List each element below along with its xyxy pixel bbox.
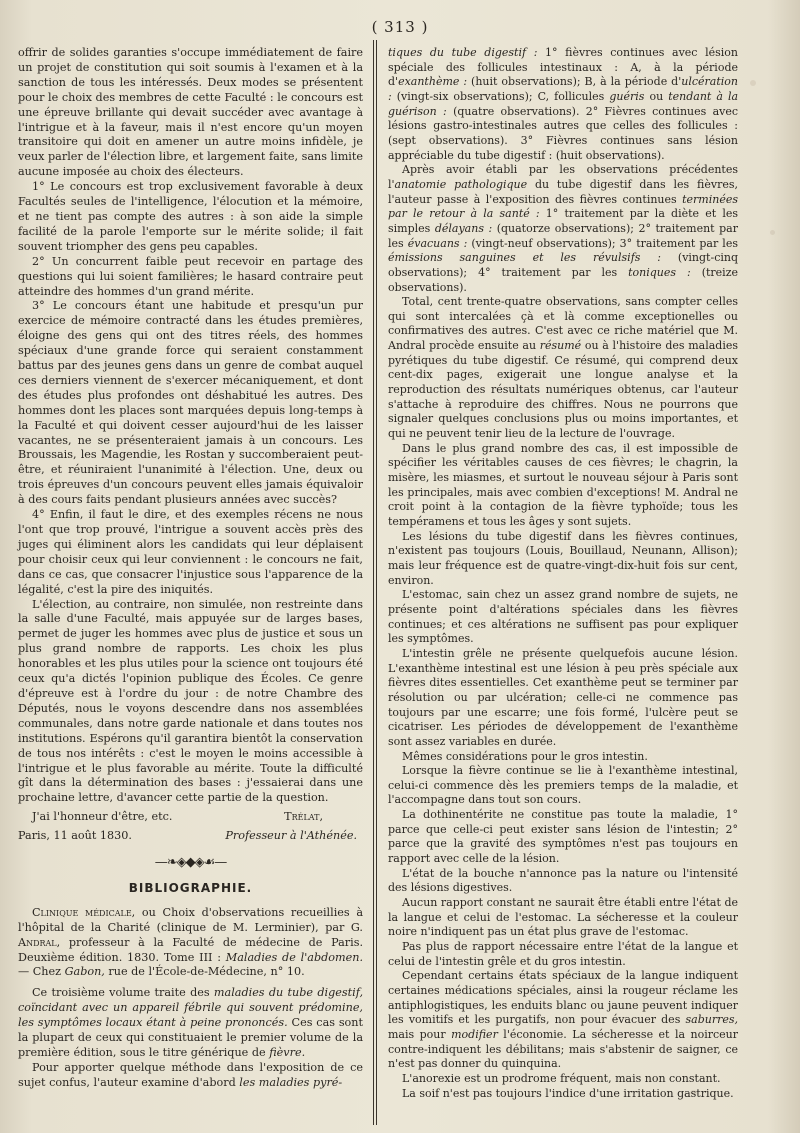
text-run-italic: tendant à la guérison : <box>388 89 739 118</box>
text-run: Après avoir établi par les observations précédentes l' <box>388 163 738 191</box>
text-run-italic: anatomie pathologique <box>394 177 528 191</box>
text-run: (quatorze observations); 2° traitement par les <box>388 221 738 250</box>
right-column <box>388 46 738 1101</box>
paragraph: Lorsque la fièvre continue se lie à l'exanthème intestinal, celui-ci commence dès les premiers temps de la maladie, et l'accompagne dans tout son cours. <box>388 764 738 807</box>
text-run: (vingt-cinq observations); 4° traitement par les <box>388 251 738 279</box>
text-run-italic: évacuans : <box>407 236 468 250</box>
text-run: Ces cas sont la plupart de ceux qui constituaient le premier volume de la première édition, sous le titre générique de <box>18 1016 363 1059</box>
sign-place-date: Paris, 11 août 1830. <box>18 829 132 843</box>
paragraph: Aucun rapport constant ne saurait être établi entre l'état de la langue et celui de l'estomac. La sécheresse et la couleur noire n'indiquent pas un état plus grave de l'estomac. <box>388 896 738 939</box>
paragraph: Dans le plus grand nombre des cas, il est impossible de spécifier les véritables causes de ces fièvres; le chagrin, la misère, les miasmes, et surtout le nouveau séjour à Paris sont les principales, mais avec combien d'exceptions! M. Andral ne croit point à la contagion de la fièvre typhoïde; tous les tempéramens et tous les âges y sont sujets. <box>388 441 738 528</box>
paragraph: Les lésions du tube digestif dans les fièvres continues, n'existent pas toujours (Louis, Bouillaud, Neunann, Allison); mais leur fréquence est de quatre-vingt-dix-huit fois sur cent, environ. <box>388 529 738 587</box>
text-run-italic: maladies du tube digestif, coïncidant avec un appareil fébrile qui souvent prédomine, les symptômes locaux étant à peine prononcés. <box>18 986 363 1030</box>
paragraph: Mêmes considérations pour le gros intestin. <box>402 749 648 763</box>
author-title: Professeur à l'Athénée. <box>225 829 357 843</box>
text-run-italic: délayans : <box>434 221 493 235</box>
text-run-italic: fièvre. <box>269 1046 306 1059</box>
text-run: du tube digestif dans les fièvres, l'auteur passe à l'exposition des fièvres continues <box>388 177 738 206</box>
page-number: ( 313 ) <box>371 18 429 36</box>
text-run-italic: toniques : <box>628 265 691 279</box>
paragraph: L'anorexie est un prodrome fréquent, mais non constant. <box>402 1071 721 1085</box>
column-divider <box>376 40 377 1125</box>
paragraph: 3° Le concours étant une habitude et presqu'un pur exercice de mémoire contracté dans les études premières, éloigne des gens qui ont des titres réels, des hommes spéciaux d'une grande force qui seraient constamment battus par des jeunes gens dans un genre de combat auquel ces derniers viennent de s'exercer mécaniquement, et dont des études plus profondes ont déshabitué les autres. Des hommes dont les places sont marquées depuis long-temps à la Faculté et qui doivent cesser aujourd'hui de les laisser vacantes, ne se présenteraient jamais à un concours. Les Broussais, les Magendie, les Rostan y succomberaient peut-être, et réuniraient l'unanimité à l'élection. Une, deux ou trois épreuves d'un concours peuvent elles jamais équivaloir à des cours faits pendant plusieurs années avec succès? <box>18 299 363 507</box>
paragraph <box>388 295 738 442</box>
text-run: mais pour <box>388 1027 452 1041</box>
text-run: (quatre observations). 2° Fièvres continues avec lésions gastro-intestinales autres que celles des follicules : (sept observations). 3° Fièvres continues sans lésion appréciable du tube digestif : (huit observations). <box>388 104 739 162</box>
text-run: (vingt-neuf observations); 3° traitement par les <box>467 236 738 250</box>
paragraph: L'estomac, sain chez un assez grand nombre de sujets, ne présente point d'altérations spéciales dans les fièvres continues; et ces altérations ne suffisent pas pour expliquer les symptômes. <box>388 588 738 646</box>
paragraph: 2° Un concurrent faible peut recevoir en partage des questions qui lui soient familières; le hasard contraire peut atteindre des hommes d'un grand mérite. <box>18 254 363 298</box>
paragraph: La dothinentérite ne constitue pas toute la maladie, 1° parce que celle-ci peut exister sans lésion de l'intestin; 2° parce que la gravité des symptômes n'est pas toujours en rapport avec celle de la lésion. <box>388 808 738 866</box>
text-run-italic: émissions sanguines et les révulsifs : <box>388 251 662 265</box>
text-run-italic: terminées par le retour à la santé : <box>388 192 738 221</box>
text-run: 1° traitement par la diète et les simples <box>388 207 738 235</box>
ref-text: rue de l'École-de-Médecine, n° 10. <box>104 965 305 979</box>
paragraph: offrir de solides garanties s'occupe immédiatement de faire un projet de constitution qui soit soumis à l'examen et à la sanction de tous les intéressés. Deux modes se présentent pour le choix des membres de cette Faculté : le concours est une épreuve brillante qui devait succéder avec avantage à l'intrigue et à la faveur, mais il n'est encore qu'un moyen transitoire qui doit en amener un autre moins infidèle, je veux parler de l'élection libre, et largement faite, sans limite aucune imposée au choix des électeurs. <box>18 46 363 179</box>
ref-text: ou Choix d'observations recueillies à l'hôpital de la Charité (clinique de M. Lerminier), par <box>18 905 363 934</box>
text-run-italic: guéris <box>609 89 645 103</box>
text-run: Cependant certains états spéciaux de la langue indiquent certaines médications spéciales, ainsi la rougeur réclame les antiphlogistiques, les enduits blanc ou jaune peuvent indiquer les vomitifs et les purgatifs, non pour évacuer des <box>388 969 738 1027</box>
paragraph: L'état de la bouche n'annonce pas la nature ou l'intensité des lésions digestives. <box>388 866 738 895</box>
text-run-italic: les maladies pyré- <box>239 1075 343 1089</box>
text-run: l'économie. La sécheresse et la noirceur contre-indiquent les débilitans; mais s'abstenir de saigner, ce n'est pas donner du quinquina. <box>388 1027 738 1071</box>
text-run-italic: saburres, <box>685 1013 738 1027</box>
text-run-italic: résumé <box>539 339 582 353</box>
ornament-divider: —❧◈◆◈☙— <box>154 855 227 871</box>
section-heading: BIBLIOGRAPHIE. <box>128 880 253 895</box>
paragraph: 4° Enfin, il faut le dire, et des exemples récens ne nous l'ont que trop prouvé, l'intrigue a souvent accès près des juges qui éliminent alors les candidats qui leur déplaisent pour choisir ceux qui leur conviennent : le concours ne fait, dans ce cas, que consacrer l'injustice sous l'apparence de la légalité, c'est la pire des iniquités. <box>18 508 363 596</box>
text-run: ou <box>644 89 669 103</box>
text-run: 1° fièvres continues avec lésion spéciale des follicules intestinaux : A, à la période d' <box>388 46 739 89</box>
text-run: (huit observations); B, à la période d' <box>467 75 682 89</box>
paper-stain <box>750 80 756 86</box>
paragraph <box>388 46 738 163</box>
text-run-italic: modifier <box>451 1027 498 1041</box>
sign-greeting: J'ai l'honneur d'être, etc. <box>32 810 173 824</box>
signature-line-1 <box>18 810 363 825</box>
ref-author: G. Andral, <box>18 920 363 949</box>
paragraph <box>18 986 363 1061</box>
signature-line-2 <box>18 829 363 844</box>
text-run: Ce troisième volume traite des <box>32 986 214 1000</box>
text-run: Pour apporter quelque méthode dans l'exposition de ce sujet confus, l'auteur examine d'abord <box>18 1060 363 1089</box>
paragraph: La soif n'est pas toujours l'indice d'une irritation gastrique. <box>402 1086 734 1100</box>
column-divider <box>373 40 374 1125</box>
text-run-italic: tiques du tube digestif : <box>388 46 538 59</box>
paragraph: L'intestin grêle ne présente quelquefois aucune lésion. L'exanthème intestinal est une lésion à peu près spéciale aux fièvres dites essentielles. Cet exanthème peut se terminer par résolution ou par ulcération; celle-ci ne commence pas toujours par une escarre; une fois formé, l'ulcère peut se cicatriser. Les périodes de développement de l'exanthème sont assez variables en durée. <box>388 646 738 748</box>
ref-publisher: Gabon, <box>64 965 105 979</box>
book-reference <box>18 906 363 981</box>
text-run: (vingt-six observations); C, follicules <box>391 89 610 103</box>
text-run: Total, cent trente-quatre observations, sans compter celles qui sont intercalées çà et là comme exceptionelles ou confirmatives des autres. C'est avec ce riche matériel que M. Andral procède ensuite au <box>388 295 738 353</box>
text-run: ou à l'histoire des maladies pyrétiques du tube digestif. Ce résumé, qui comprend deux cent-dix pages, exigerait une longue analyse et la reproduction des résultats numériques obtenus, car l'auteur s'attache à reproduire des chiffres. Nous ne pourrons que signaler quelques conclusions plus ou moins importantes, et qui ne peuvent tenir lieu de la lecture de l'ouvrage. <box>388 339 739 441</box>
paragraph <box>18 1061 363 1091</box>
paragraph: 1° Le concours est trop exclusivement favorable à deux Facultés seules de l'intelligence, l'élocution et la mémoire, et ne tient pas compte des autres : à son aide la simple facilité de la parole l'emporte sur le mérite solide; il fait souvent triompher des gens peu capables. <box>18 180 363 253</box>
paragraph: L'élection, au contraire, non simulée, non restreinte dans la salle d'une Faculté, mais appuyée sur de larges bases, permet de juger les hommes avec plus de justice et sous un plus grand nombre de rapports. Les choix les plus honorables et les plus utiles pour la science ont toujours été ceux qu'a dictés l'opinion publique des Écoles. Ce genre d'épreuve est à l'ordre du jour : de notre Chambre des Députés, nous le voyons descendre dans nos assemblées communales, dans notre garde nationale et dans toutes nos institutions. Espérons qu'il garantira bientôt la conservation de tous nos intérêts : c'est le moyen le moins accessible à l'intrigue et le plus favorable au mérite. Toute la difficulté gît dans la détermination des bases : j'essaierai dans une prochaine lettre, d'avancer cette partie de la question. <box>18 597 363 805</box>
text-run-italic: exanthème : <box>398 75 468 89</box>
paragraph <box>388 163 738 295</box>
text-run: (treize observations). <box>388 265 739 294</box>
ref-lead: Clinique médicale, <box>32 905 136 919</box>
paragraph: Pas plus de rapport nécessaire entre l'état de la langue et celui de l'intestin grêle et du gros intestin. <box>388 940 738 968</box>
ref-title: Maladies de l'abdomen. <box>225 950 363 964</box>
ref-text: professeur à la Faculté de médecine de Paris. Deuxième édition. 1830. Tome III : <box>18 935 363 964</box>
paper-stain <box>770 230 775 235</box>
ref-text: — Chez <box>18 965 65 979</box>
author-name: Trélat, <box>284 810 323 824</box>
text-run-italic: ulcération : <box>388 75 738 103</box>
paragraph <box>388 969 738 1072</box>
left-column <box>18 46 363 1091</box>
